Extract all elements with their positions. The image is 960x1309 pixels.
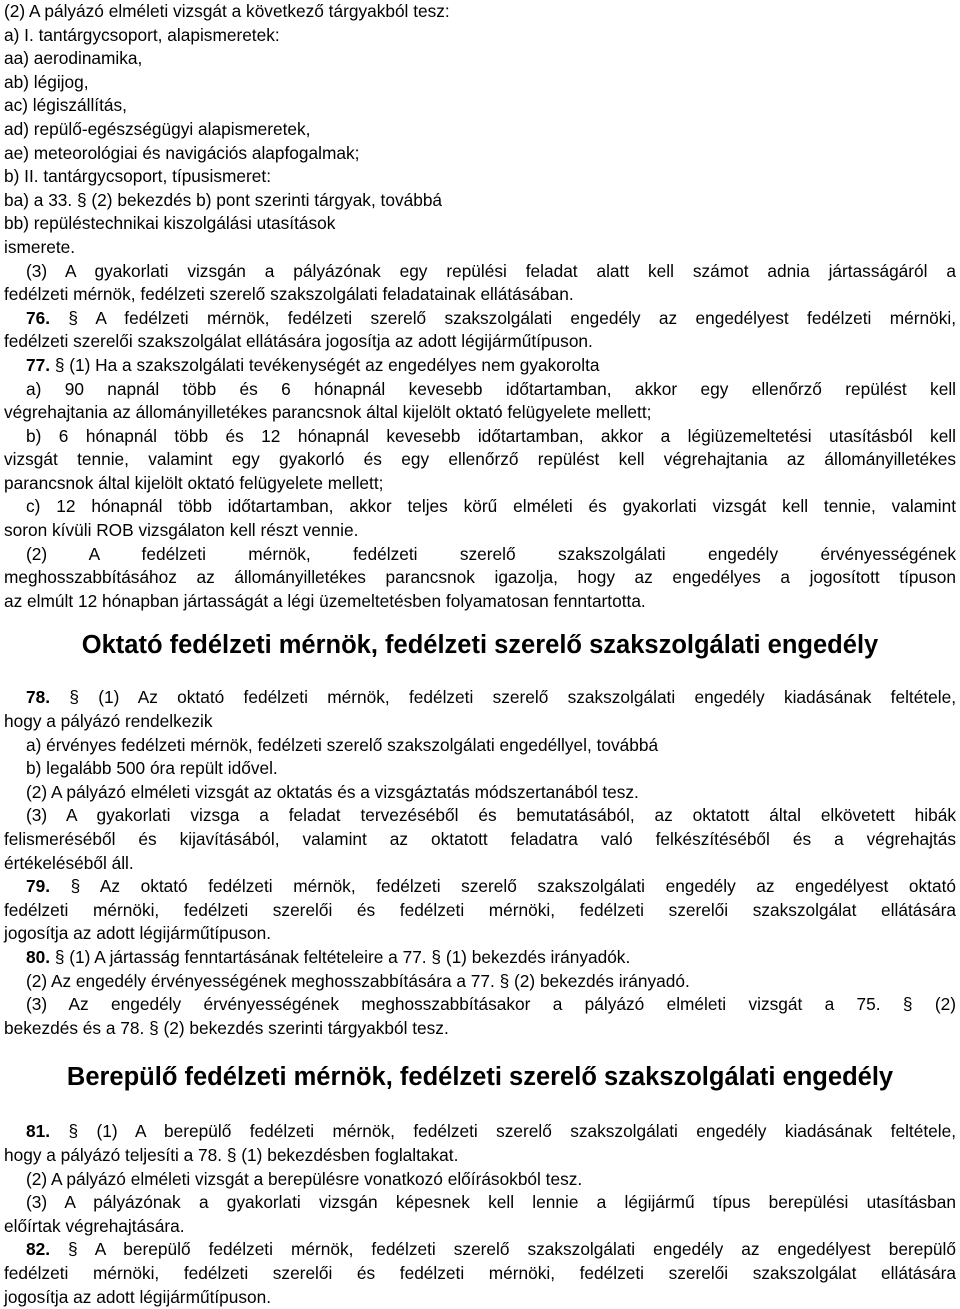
section-text: § Az oktató fedélzeti mérnök, fedélzeti szerelő szakszolgálati engedély az engedélyest oktató — [50, 876, 956, 896]
text-line: b) II. tantárgycsoport, típusismeret: — [4, 165, 956, 189]
text-line: a) 90 napnál több és 6 hónapnál kevesebb időtartamban, akkor egy ellenőrző repülést kell — [4, 378, 956, 402]
section-78 — [4, 686, 956, 710]
section-heading: Berepülő fedélzeti mérnök, fedélzeti szerelő szakszolgálati engedély — [4, 1062, 956, 1092]
section-number: 77. — [26, 355, 50, 375]
section-text: § (1) A berepülő fedélzeti mérnök, fedélzeti szerelő szakszolgálati engedély kiadásának feltétele, — [50, 1121, 956, 1141]
section-text: § (1) A jártasság fenntartásának feltételeire a 77. § (1) bekezdés irányadók. — [50, 947, 630, 967]
text-line: fedélzeti mérnöki, fedélzeti szerelői és fedélzeti mérnöki, fedélzeti szerelői szakszolgálat ellátására — [4, 899, 956, 923]
text-line: bb) repüléstechnikai kiszolgálási utasítások — [4, 212, 956, 236]
text-line: soron kívüli ROB vizsgálaton kell részt vennie. — [4, 519, 956, 543]
text-line: a) I. tantárgycsoport, alapismeretek: — [4, 24, 956, 48]
text-line: fedélzeti mérnök, fedélzeti szerelő szakszolgálati feladatainak ellátásában. — [4, 283, 956, 307]
text-line: hogy a pályázó teljesíti a 78. § (1) bekezdésben foglaltakat. — [4, 1144, 956, 1168]
text-line: vizsgát tennie, valamint egy gyakorló és egy ellenőrző repülést kell végrehajtania az állományilletékes — [4, 448, 956, 472]
section-text: § (1) Ha a szakszolgálati tevékenységét az engedélyes nem gyakorolta — [50, 355, 599, 375]
text-line: (3) Az engedély érvényességének meghosszabbításakor a pályázó elméleti vizsgát a 75. § (2) — [4, 993, 956, 1017]
section-heading: Oktató fedélzeti mérnök, fedélzeti szerelő szakszolgálati engedély — [4, 630, 956, 660]
section-number: 81. — [26, 1121, 50, 1141]
section-number: 80. — [26, 947, 50, 967]
text-line: (2) Az engedély érvényességének meghosszabbítására a 77. § (2) bekezdés irányadó. — [4, 970, 956, 994]
section-80 — [4, 946, 956, 970]
text-line: az elmúlt 12 hónapban jártasságát a légi üzemeltetésben folyamatosan fenntartotta. — [4, 590, 956, 614]
text-line: (3) A pályázónak a gyakorlati vizsgán képesnek kell lennie a légijármű típus berepülési utasításban — [4, 1191, 956, 1215]
text-line: ad) repülő-egészségügyi alapismeretek, — [4, 118, 956, 142]
text-line: jogosítja az adott légijárműtípuson. — [4, 1286, 956, 1309]
text-line: ba) a 33. § (2) bekezdés b) pont szerinti tárgyak, továbbá — [4, 189, 956, 213]
text-line: (3) A gyakorlati vizsgán a pályázónak egy repülési feladat alatt kell számot adnia jártasságáról a — [4, 260, 956, 284]
text-line: végrehajtania az állományilletékes parancsnok által kijelölt oktató felügyelete mellett; — [4, 401, 956, 425]
text-line: (2) A fedélzeti mérnök, fedélzeti szerelő szakszolgálati engedély érvényességének — [4, 543, 956, 567]
section-number: 76. — [26, 308, 50, 328]
text-line: b) legalább 500 óra repült idővel. — [4, 757, 956, 781]
section-text: § (1) Az oktató fedélzeti mérnök, fedélzeti szerelő szakszolgálati engedély kiadásának feltétele, — [50, 687, 956, 707]
text-line: fedélzeti szerelői szakszolgálat ellátására jogosítja az adott légijárműtípuson. — [4, 330, 956, 354]
text-line: c) 12 hónapnál több időtartamban, akkor teljes körű elméleti és gyakorlati vizsgát kell tennie, valamint — [4, 495, 956, 519]
text-line: bekezdés és a 78. § (2) bekezdés szerinti tárgyakból tesz. — [4, 1017, 956, 1041]
section-76 — [4, 307, 956, 331]
section-text: § A berepülő fedélzeti mérnök, fedélzeti szerelő szakszolgálati engedély az engedélyest berepülő — [50, 1239, 956, 1259]
text-line: ab) légijog, — [4, 71, 956, 95]
text-line: ismerete. — [4, 236, 956, 260]
text-line: a) érvényes fedélzeti mérnök, fedélzeti szerelő szakszolgálati engedéllyel, továbbá — [4, 734, 956, 758]
text-line: ae) meteorológiai és navigációs alapfogalmak; — [4, 142, 956, 166]
section-number: 82. — [26, 1239, 50, 1259]
text-line: aa) aerodinamika, — [4, 47, 956, 71]
text-line: parancsnok által kijelölt oktató felügyelete mellett; — [4, 472, 956, 496]
section-79 — [4, 875, 956, 899]
text-line: (2) A pályázó elméleti vizsgát a berepülésre vonatkozó előírásokból tesz. — [4, 1168, 956, 1192]
section-77 — [4, 354, 956, 378]
text-line: jogosítja az adott légijárműtípuson. — [4, 922, 956, 946]
text-line: b) 6 hónapnál több és 12 hónapnál kevesebb időtartamban, akkor a légiüzemeltetési utasításból kell — [4, 425, 956, 449]
section-81 — [4, 1120, 956, 1144]
section-text: § A fedélzeti mérnök, fedélzeti szerelő szakszolgálati engedély az engedélyest fedélzeti mérnöki, — [50, 308, 956, 328]
section-number: 78. — [26, 687, 50, 707]
text-line: hogy a pályázó rendelkezik — [4, 710, 956, 734]
text-line: (2) A pályázó elméleti vizsgát az oktatás és a vizsgáztatás módszertanából tesz. — [4, 781, 956, 805]
text-line: (3) A gyakorlati vizsga a feladat tervezéséből és bemutatásából, az oktatott által elkövetett hibák — [4, 804, 956, 828]
text-line: (2) A pályázó elméleti vizsgát a következő tárgyakból tesz: — [4, 0, 956, 24]
text-line: értékeléséből áll. — [4, 852, 956, 876]
text-line: felismeréséből és kijavításából, valamint az oktatott feladatra való felkészítéséből és a végrehajtás — [4, 828, 956, 852]
text-line: előírtak végrehajtására. — [4, 1215, 956, 1239]
text-line: fedélzeti mérnöki, fedélzeti szerelői és fedélzeti mérnöki, fedélzeti szerelői szakszolgálat ellátására — [4, 1262, 956, 1286]
text-line: meghosszabbításához az állományilletékes parancsnok igazolja, hogy az engedélyes a jogosított típuson — [4, 566, 956, 590]
section-number: 79. — [26, 876, 50, 896]
text-line: ac) légiszállítás, — [4, 94, 956, 118]
section-82 — [4, 1238, 956, 1262]
